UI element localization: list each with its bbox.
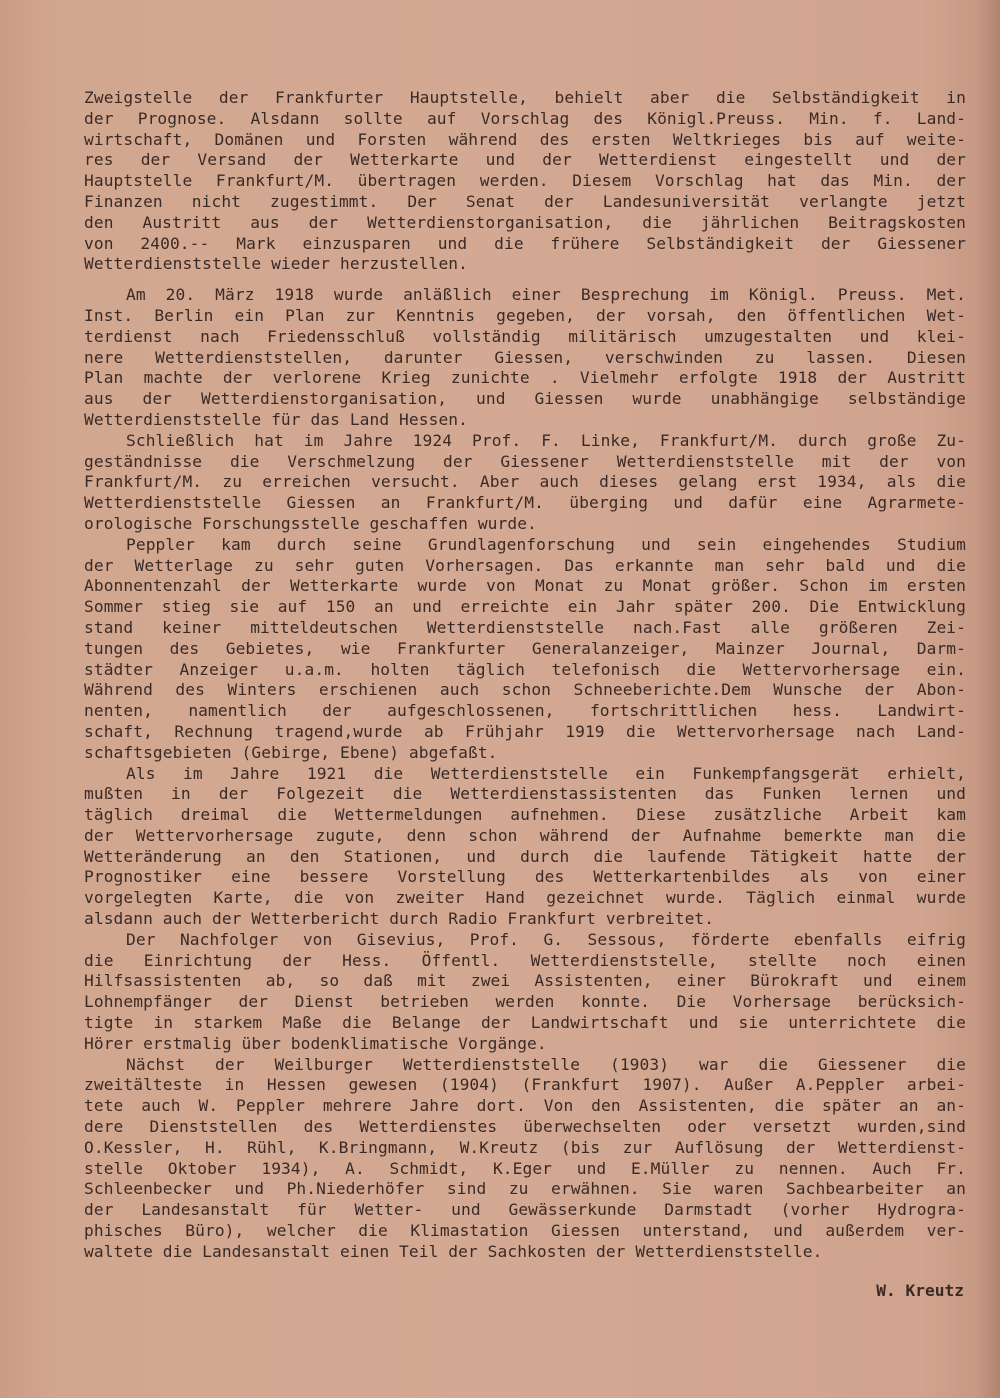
text-line: Lohnempfänger der Dienst betrieben werden konnte. Die Vorhersage berücksich- (84, 992, 966, 1012)
paragraph (84, 1055, 966, 1263)
text-line: Finanzen nicht zugestimmt. Der Senat der Landesuniversität verlangte jetzt (84, 191, 966, 211)
text-line: Hilfsassistenten ab, so daß mit zwei Assistenten, einer Bürokraft und einem (84, 971, 966, 991)
text-line: tigte in starkem Maße die Belange der Landwirtschaft und sie unterrichtete die (84, 1013, 966, 1033)
text-line: alsdann auch der Wetterbericht durch Radio Frankfurt verbreitet. (84, 909, 715, 929)
text-line: städter Anzeiger u.a.m. holten täglich telefonisch die Wettervorhersage ein. (84, 659, 966, 679)
text-line: Wetteränderung an den Stationen, und durch die laufende Tätigkeit hatte der (84, 846, 966, 866)
document-body (84, 88, 966, 1263)
text-line: von 2400.-- Mark einzusparen und die frühere Selbständigkeit der Giessener (84, 233, 966, 253)
text-line: Hörer erstmalig über bodenklimatische Vorgänge. (84, 1033, 547, 1053)
text-line: Frankfurt/M. zu erreichen versucht. Aber auch dieses gelang erst 1934, als die (84, 472, 966, 492)
paragraph (84, 930, 966, 1055)
text-line: der Wettervorhersage zugute, denn schon während der Aufnahme bemerkte man die (84, 825, 966, 845)
text-line: Hauptstelle Frankfurt/M. übertragen werden. Diesem Vorschlag hat das Min. der (84, 171, 966, 191)
text-line: Schleenbecker und Ph.Niederhöfer sind zu erwähnen. Sie waren Sachbearbeiter an (84, 1179, 966, 1199)
text-line: schaftsgebieten (Gebirge, Ebene) abgefaßt. (84, 742, 498, 762)
text-line: Der Nachfolger von Gisevius, Prof. G. Sessous, förderte ebenfalls eifrig (126, 929, 966, 949)
text-line: dere Dienststellen des Wetterdienstes überwechselten oder versetzt wurden,sind (84, 1117, 966, 1137)
text-line: Inst. Berlin ein Plan zur Kenntnis gegeben, der vorsah, den öffentlichen Wet- (84, 305, 966, 325)
text-line: Peppler kam durch seine Grundlagenforschung und sein eingehendes Studium (126, 534, 966, 554)
text-line: der Prognose. Alsdann sollte auf Vorschlag des Königl.Preuss. Min. f. Land- (84, 108, 966, 128)
text-line: nenten, namentlich der aufgeschlossenen, fortschrittlichen hess. Landwirt- (84, 701, 966, 721)
text-line: Wetterdienststelle Giessen an Frankfurt/M. überging und dafür eine Agrarmete- (84, 493, 966, 513)
text-line: waltete die Landesanstalt einen Teil der Sachkosten der Wetterdienststelle. (84, 1241, 823, 1261)
paragraph (84, 764, 966, 930)
text-line: Zweigstelle der Frankfurter Hauptstelle, behielt aber die Selbständigkeit in (84, 88, 966, 107)
text-line: mußten in der Folgezeit die Wetterdienstassistenten das Funken lernen und (84, 784, 966, 804)
text-line: Abonnentenzahl der Wetterkarte wurde von Monat zu Monat größer. Schon im ersten (84, 576, 966, 596)
text-line: Nächst der Weilburger Wetterdienststelle (1903) war die Giessener die (126, 1054, 966, 1074)
paragraph (84, 535, 966, 764)
text-line: stelle Oktober 1934), A. Schmidt, K.Eger und E.Müller zu nennen. Auch Fr. (84, 1158, 966, 1178)
text-line: nere Wetterdienststellen, darunter Giessen, verschwinden zu lassen. Diesen (84, 347, 966, 367)
text-line: den Austritt aus der Wetterdienstorganisation, die jährlichen Beitragskosten (84, 212, 966, 232)
text-line: Während des Winters erschienen auch schon Schneeberichte.Dem Wunsche der Abon- (84, 680, 966, 700)
text-line: zweitälteste in Hessen gewesen (1904) (Frankfurt 1907). Außer A.Peppler arbei- (84, 1075, 966, 1095)
paragraph-gap (84, 275, 966, 285)
signature: W. Kreutz (876, 1281, 964, 1300)
text-line: terdienst nach Friedensschluß vollständig militärisch umzugestalten und klei- (84, 326, 966, 346)
text-line: täglich dreimal die Wettermeldungen aufnehmen. Diese zusätzliche Arbeit kam (84, 805, 966, 825)
text-line: res der Versand der Wetterkarte und der Wetterdienst eingestellt und der (84, 150, 966, 170)
text-line: tungen des Gebietes, wie Frankfurter Generalanzeiger, Mainzer Journal, Darm- (84, 638, 966, 658)
text-line: aus der Wetterdienstorganisation, und Giessen wurde unabhängige selbständige (84, 389, 966, 409)
text-line: Sommer stieg sie auf 150 an und erreichte ein Jahr später 200. Die Entwicklung (84, 597, 966, 617)
text-line: Am 20. März 1918 wurde anläßlich einer Besprechung im Königl. Preuss. Met. (126, 285, 966, 305)
text-line: der Landesanstalt für Wetter- und Gewässerkunde Darmstadt (vorher Hydrogra- (84, 1200, 966, 1220)
text-line: orologische Forschungsstelle geschaffen wurde. (84, 513, 537, 533)
text-line: O.Kessler, H. Rühl, K.Bringmann, W.Kreutz (bis zur Auflösung der Wetterdienst- (84, 1137, 966, 1157)
text-line: Plan machte der verlorene Krieg zunichte . Vielmehr erfolgte 1918 der Austritt (84, 368, 966, 388)
text-line: der Wetterlage zu sehr guten Vorhersagen. Das erkannte man sehr bald und die (84, 555, 966, 575)
text-line: schaft, Rechnung tragend,wurde ab Frühjahr 1919 die Wettervorhersage nach Land- (84, 721, 966, 741)
text-line: Wetterdienststelle wieder herzustellen. (84, 254, 468, 274)
paragraph (84, 285, 966, 431)
text-line: phisches Büro), welcher die Klimastation Giessen unterstand, und außerdem ver- (84, 1221, 966, 1241)
text-line: Wetterdienststelle für das Land Hessen. (84, 409, 468, 429)
paragraph (84, 431, 966, 535)
text-line: Prognostiker eine bessere Vorstellung des Wetterkartenbildes als von einer (84, 867, 966, 887)
paragraph (84, 88, 966, 275)
text-line: die Einrichtung der Hess. Öffentl. Wetterdienststelle, stellte noch einen (84, 950, 966, 970)
text-line: geständnisse die Verschmelzung der Giessener Wetterdienststelle mit der von (84, 451, 966, 471)
text-line: Als im Jahre 1921 die Wetterdienststelle ein Funkempfangsgerät erhielt, (126, 763, 966, 783)
text-line: vorgelegten Karte, die von zweiter Hand gezeichnet wurde. Täglich einmal wurde (84, 888, 966, 908)
text-line: stand keiner mitteldeutschen Wetterdienststelle nach.Fast alle größeren Zei- (84, 617, 966, 637)
text-line: Schließlich hat im Jahre 1924 Prof. F. Linke, Frankfurt/M. durch große Zu- (126, 430, 966, 450)
text-line: tete auch W. Peppler mehrere Jahre dort. Von den Assistenten, die später an an- (84, 1096, 966, 1116)
page-edge-shadow (976, 0, 1000, 1398)
text-line: wirtschaft, Domänen und Forsten während des ersten Weltkrieges bis auf weite- (84, 129, 966, 149)
